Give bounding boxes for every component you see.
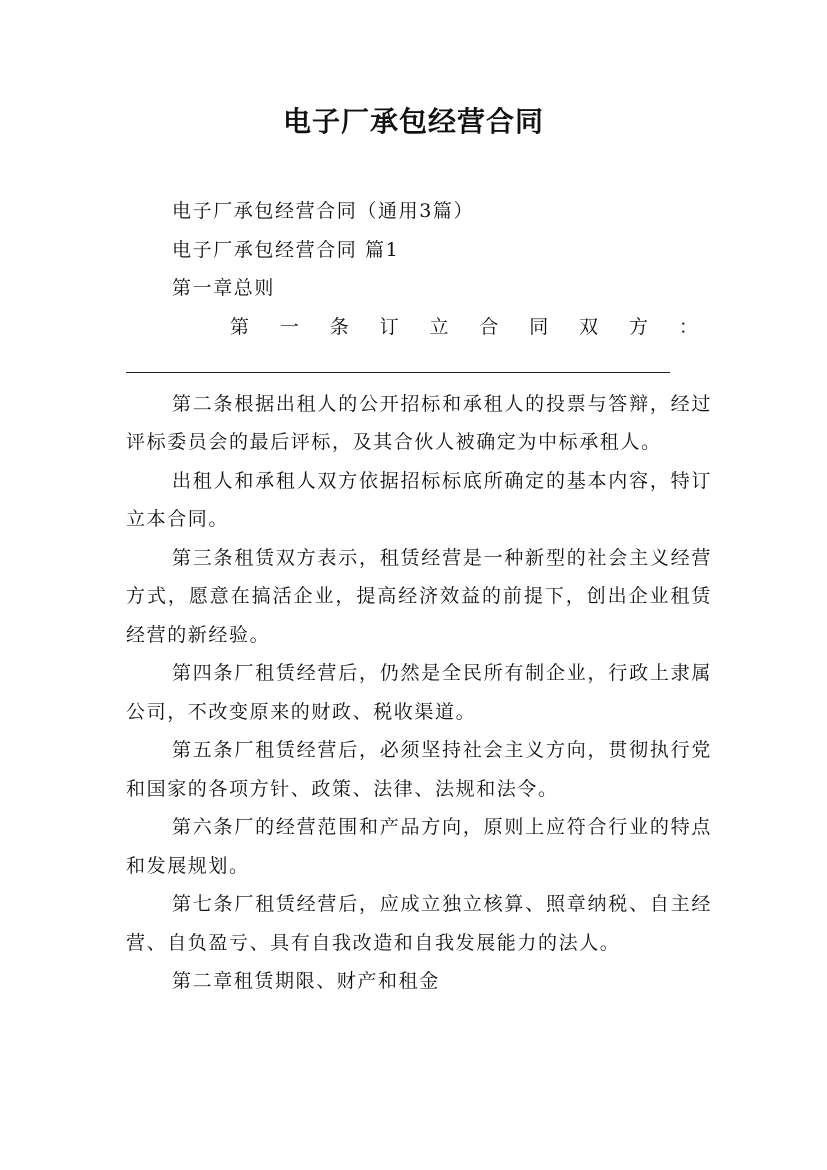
article-1-char: 订 bbox=[379, 315, 399, 338]
article-paragraph: 第四条厂租赁经营后，仍然是全民所有制企业，行政上隶属公司，不改变原来的财政、税收渠道。 bbox=[126, 662, 712, 723]
chapter-heading: 第二章租赁期限、财产和租金 bbox=[172, 970, 440, 992]
article-1-char: 双 bbox=[579, 315, 599, 338]
article-1-char: 第 bbox=[230, 315, 250, 338]
part-heading: 电子厂承包经营合同 篇1 bbox=[172, 238, 400, 261]
article-paragraph: 第五条厂租赁经营后，必须坚持社会主义方向，贯彻执行党和国家的各项方针、政策、法律、法规和法令。 bbox=[126, 739, 712, 800]
article-1-char: 方 bbox=[629, 315, 649, 338]
article-paragraph: 出租人和承租人双方依据招标标底所确定的基本内容，特订立本合同。 bbox=[126, 469, 712, 530]
article-1-char: 一 bbox=[279, 315, 299, 338]
article-1-char: 条 bbox=[329, 315, 349, 338]
article-paragraph: 第三条租赁双方表示，租赁经营是一种新型的社会主义经营方式，愿意在搞活企业，提高经济效益的前提下，创出企业租赁经营的新经验。 bbox=[126, 546, 712, 646]
chapter-heading: 第一章总则 bbox=[172, 277, 276, 299]
underline-rule bbox=[126, 372, 670, 373]
article-1-char: 同 bbox=[529, 315, 549, 338]
article-paragraph: 第六条厂的经营范围和产品方向，原则上应符合行业的特点和发展规划。 bbox=[126, 816, 712, 877]
article-1-char: 立 bbox=[429, 315, 449, 338]
article-1-char: 合 bbox=[479, 315, 499, 338]
article-paragraph: 第七条厂租赁经营后，应成立独立核算、照章纳税、自主经营、自负盈亏、具有自我改造和自我发展能力的法人。 bbox=[126, 893, 712, 954]
document-title: 电子厂承包经营合同 bbox=[282, 105, 544, 138]
article-1-heading bbox=[126, 308, 712, 347]
document-body bbox=[126, 192, 712, 1001]
subtitle-line: 电子厂承包经营合同（通用3篇） bbox=[172, 200, 475, 222]
fill-in-blank-line bbox=[126, 346, 712, 385]
article-paragraph: 第二条根据出租人的公开招标和承租人的投票与答辩，经过评标委员会的最后评标，及其合伙人被确定为中标承租人。 bbox=[126, 392, 712, 453]
article-1-char: ： bbox=[678, 315, 698, 338]
